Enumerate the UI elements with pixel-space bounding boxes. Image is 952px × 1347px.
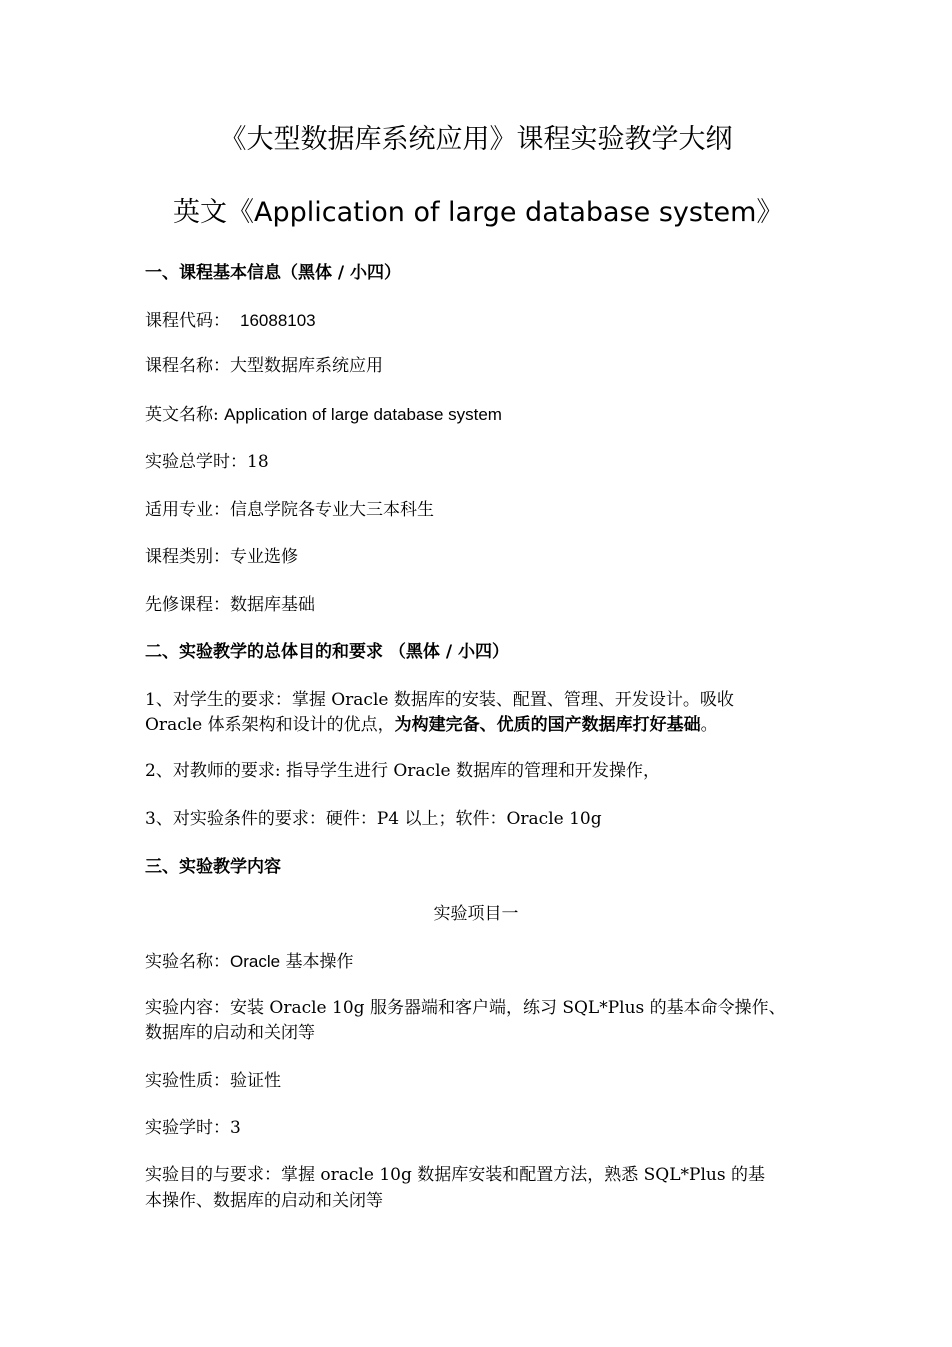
- section2-heading: 二、实验教学的总体目的和要求 （黑体 / 小四）: [145, 642, 509, 662]
- experiment-hours: 实验学时：3: [145, 1118, 241, 1138]
- course-code: [145, 310, 316, 332]
- experiment-goal-line1: 实验目的与要求：掌握 oracle 10g 数据库安装和配置方法，熟悉 SQL*Plus 的基: [145, 1165, 765, 1185]
- section3-heading: 三、实验教学内容: [145, 857, 281, 877]
- applicable-major: 适用专业：信息学院各专业大三本科生: [145, 500, 434, 520]
- document-title: 《大型数据库系统应用》课程实验教学大纲: [219, 124, 733, 155]
- experiment-goal-line2: 本操作、数据库的启动和关闭等: [145, 1191, 383, 1211]
- course-code-label: 课程代码：: [145, 311, 230, 331]
- total-hours: 实验总学时：18: [145, 452, 269, 472]
- experiment-content-line2: 数据库的启动和关闭等: [145, 1023, 315, 1043]
- course-code-value: 16088103: [240, 311, 316, 330]
- prerequisite: 先修课程：数据库基础: [145, 595, 315, 615]
- project-title: 实验项目一: [433, 904, 519, 924]
- requirement-2: 2、对教师的要求: 指导学生进行 Oracle 数据库的管理和开发操作，: [145, 761, 660, 781]
- experiment-name-suffix: 基本操作: [280, 952, 354, 972]
- requirement-1-line2: [145, 714, 718, 736]
- experiment-content-line1: 实验内容：安装 Oracle 10g 服务器端和客户端，练习 SQL*Plus 的基本命令操作、: [145, 998, 786, 1018]
- experiment-name: [145, 951, 353, 973]
- experiment-name-label: 实验名称：: [145, 952, 230, 972]
- experiment-name-value: Oracle: [230, 952, 281, 971]
- document-title-english: 英文《Application of large database system》: [173, 197, 784, 228]
- course-english-name: [145, 404, 502, 426]
- requirement-3: 3、对实验条件的要求：硬件：P4 以上；软件：Oracle 10g: [145, 809, 602, 829]
- requirement-1-plain: Oracle 体系架构和设计的优点，: [145, 715, 395, 735]
- course-english-name-value: Application of large database system: [224, 405, 502, 424]
- course-english-name-label: 英文名称:: [145, 405, 225, 425]
- requirement-1-end: 。: [700, 715, 718, 735]
- requirement-1-line1: 1、对学生的要求：掌握 Oracle 数据库的安装、配置、管理、开发设计。吸收: [145, 690, 734, 710]
- course-category: 课程类别：专业选修: [145, 547, 298, 567]
- requirement-1-bold: 为构建完备、优质的国产数据库打好基础: [394, 715, 701, 735]
- section1-heading: 一、课程基本信息（黑体 / 小四）: [145, 263, 402, 283]
- course-name: 课程名称：大型数据库系统应用: [145, 356, 383, 376]
- experiment-nature: 实验性质：验证性: [145, 1071, 281, 1091]
